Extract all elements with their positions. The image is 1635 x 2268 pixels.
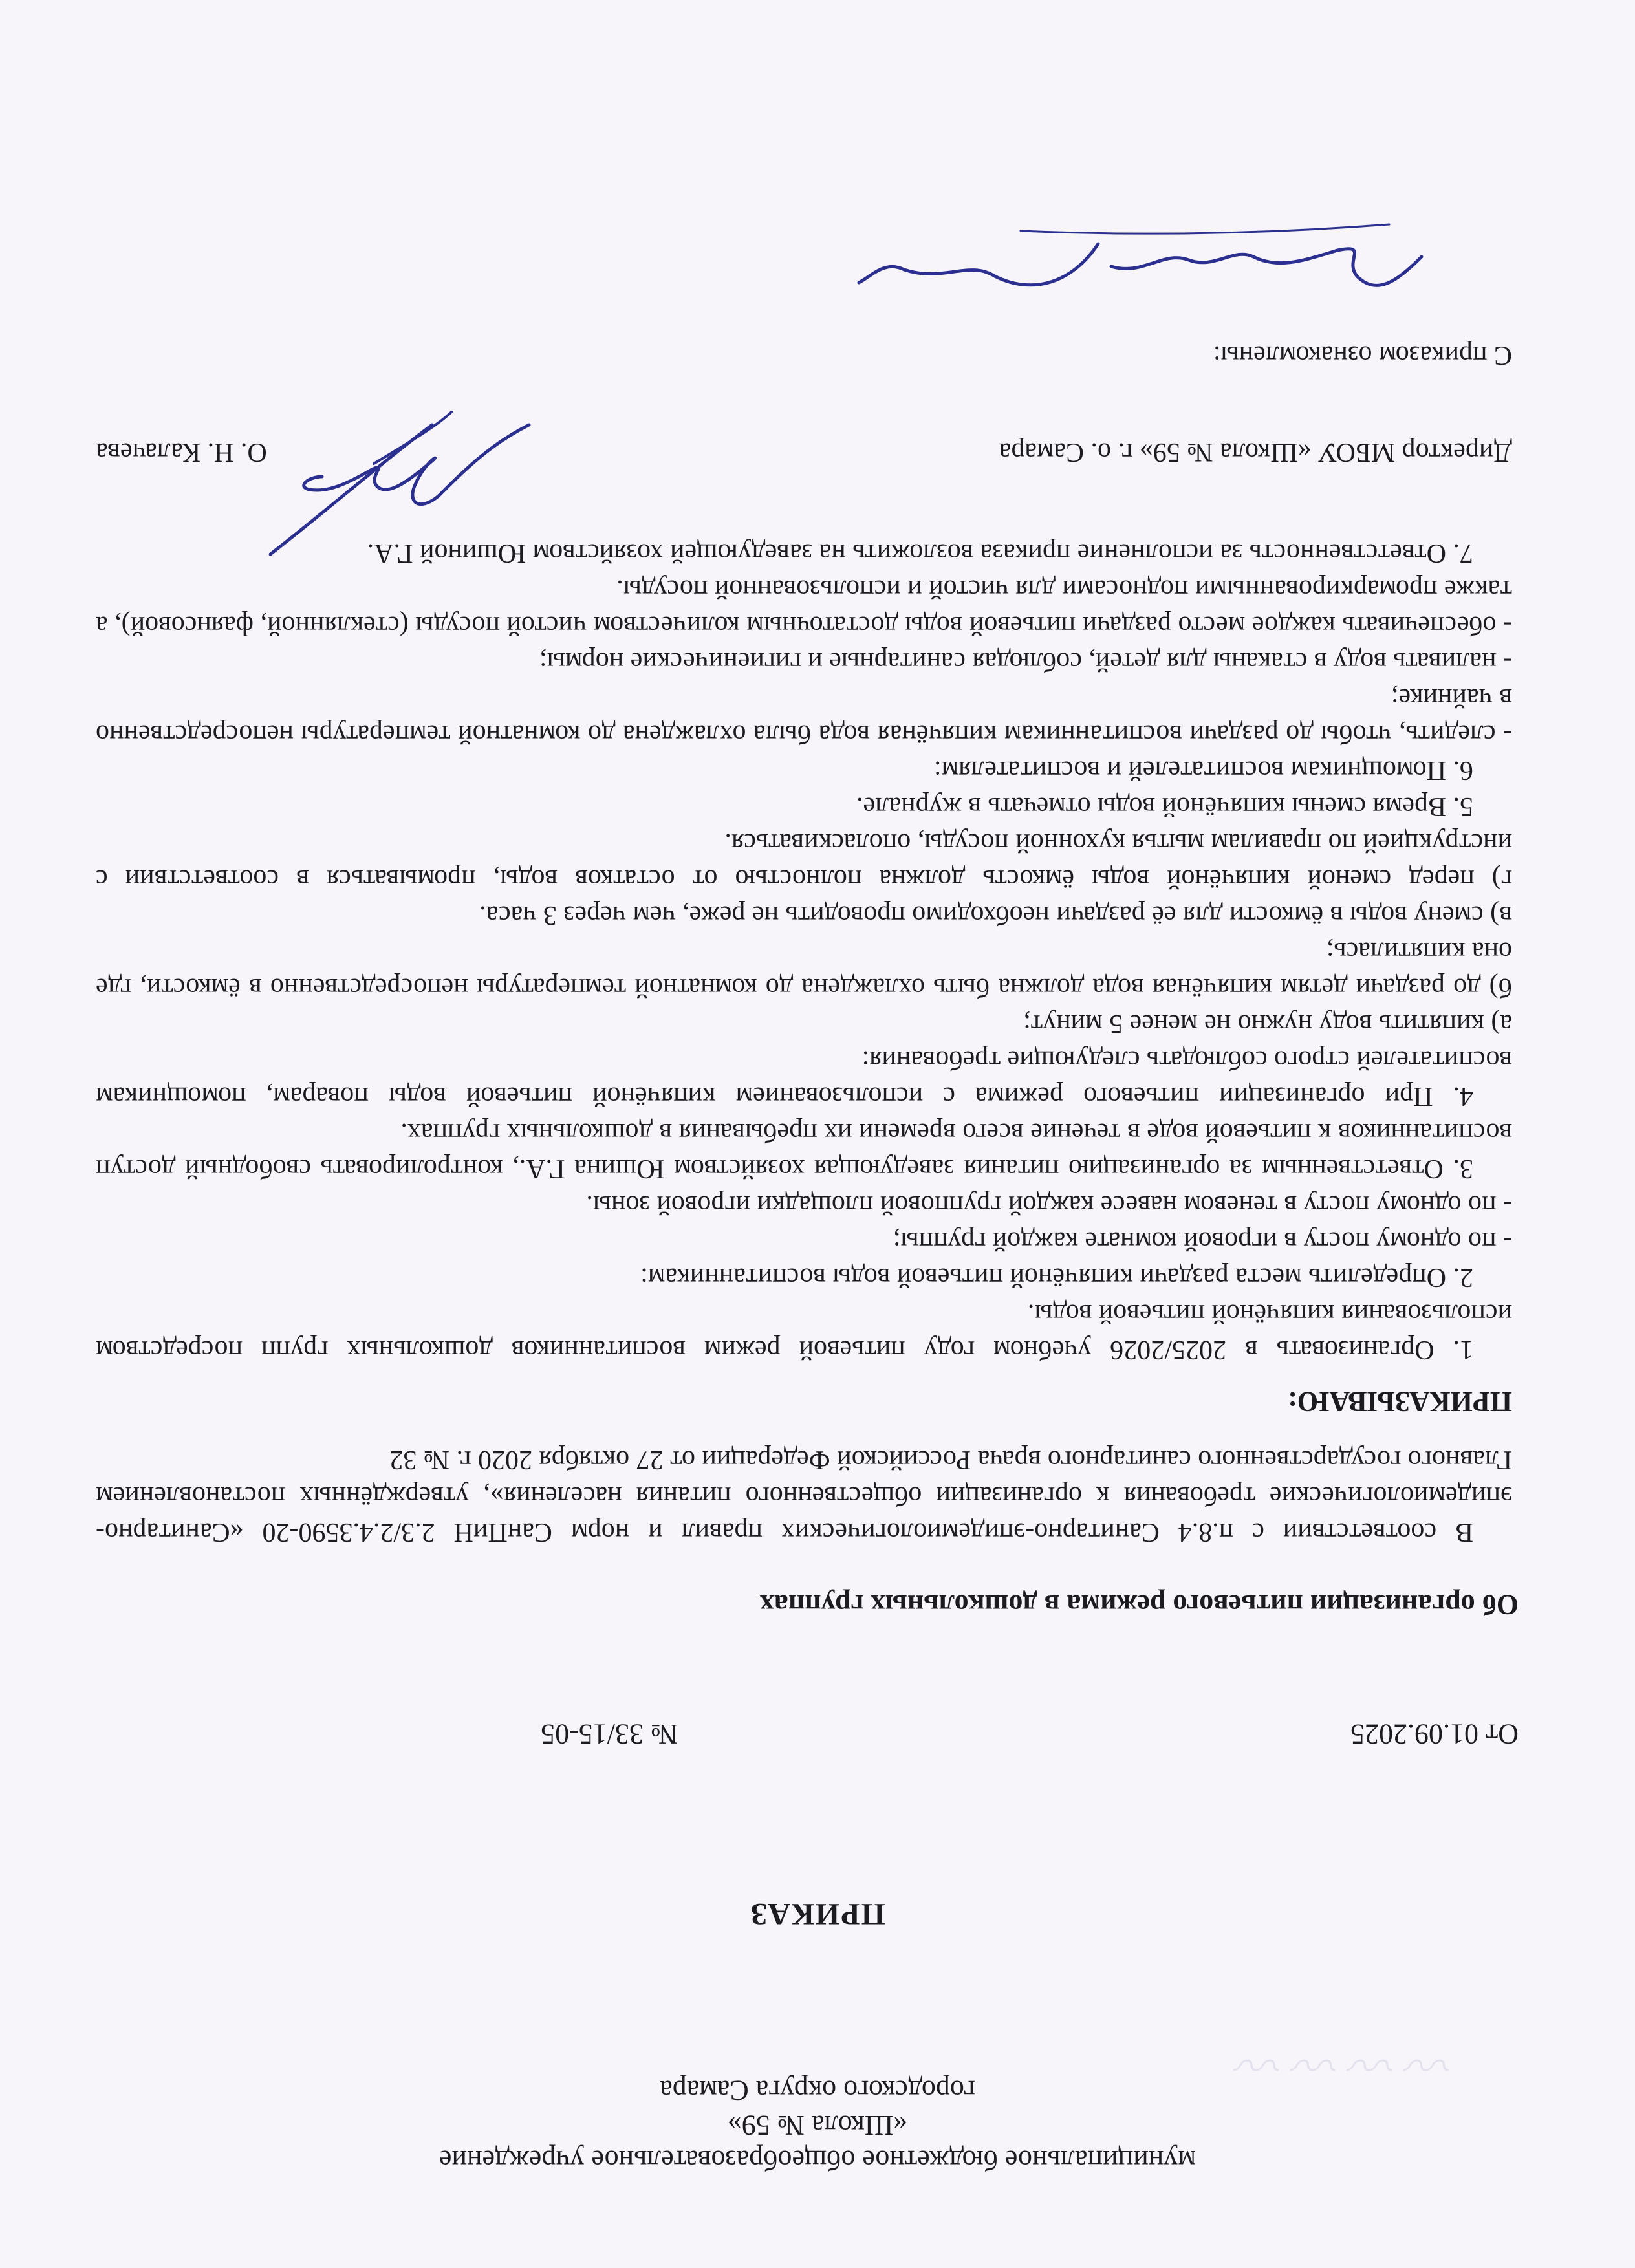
item-2a: - по одному посту в игровой комнате каждой группы;	[893, 1226, 1512, 1256]
org-line-3: городского округа Самара	[660, 2075, 975, 2106]
item-5: 5. Время смены кипячёной воды отмечать в журнале.	[856, 792, 1473, 821]
item-7: 7. Ответственность за исполнение приказа возложить на заведующей хозяйством Юшиной Г.А.	[367, 538, 1473, 568]
item-6c: - обеспечивать каждое место раздачи питьевой воды достаточным количеством чистой посуды (стеклянной, фаянсовой), а также промаркированными подносами для чистой и использованной посуды.	[96, 574, 1512, 640]
item-6b: - наливать воду в стаканы для детей, соблюдая санитарные и гигиенические нормы;	[539, 647, 1512, 676]
acquaintance-block	[96, 205, 1512, 373]
signature-block	[96, 373, 1512, 496]
item-4b: б) до раздачи детям кипячёная вода должна быть охлаждена до комнатной температуры непосредственно в ёмкости, где она кипятилась;	[96, 936, 1512, 1002]
item-1: 1. Организовать в 2025/2026 учебном году питьевой режим воспитанников дошкольных групп посредством использования кипячёной питьевой воды.	[96, 1299, 1512, 1365]
item-2b: - по одному посту в теневом навесе каждой групповой площадки игровой зоны.	[586, 1190, 1512, 1220]
director-position: Директор МБОУ «Школа № 59» г. о. Самара	[999, 437, 1512, 467]
preamble: В соответствии с п.8.4 Санитарно-эпидемиологических правил и норм СанПиН 2.3/2.4.3590-20 «Санитарно-эпидемиологические требования к организации общественного питания населения», утверждённых постановлением Главного государственного санитарного врача Российской Федерации от 27 октября 2020 г. № 32	[96, 1445, 1512, 1547]
director-name: О. Н. Калачева	[96, 437, 267, 467]
item-3: 3. Ответственным за организацию питания заведующая хозяйством Юшина Г.А., контролировать свободный доступ воспитанников к питьевой воде в течение всего времени их пребывания в дошкольных группах.	[96, 1118, 1512, 1183]
org-line-1: муниципальное бюджетное общеобразовательное учреждение	[439, 2144, 1196, 2176]
bleed-through-marks: 〰 〰 〰 〰	[1239, 2038, 1454, 2088]
director-signature	[206, 380, 542, 574]
item-4d: г) перед сменой кипячёной воды ёмкость должна полностью от остатков воды, промываться в соответствии с инструкцией по правилам мытья кухонной посуды, ополаскиваться.	[96, 828, 1512, 894]
item-4: 4. При организации питьевого режима с использованием кипячёной питьевой воды поварам, помощникам воспитателей строго соблюдать следующие требования:	[96, 1045, 1512, 1111]
acquaintance-signatures	[852, 211, 1435, 321]
order-word: ПРИКАЗЫВАЮ:	[1288, 1386, 1512, 1418]
item-4a: а) кипятить воду нужно не менее 5 минут;	[1023, 1009, 1512, 1039]
acquainted-label: С приказом ознакомлены:	[1213, 340, 1512, 370]
item-4c: в) смену воды в ёмкости для её раздачи необходимо проводить не реже, чем через 3 часа.	[479, 900, 1512, 930]
order-number: № 33/15-05	[541, 1718, 678, 1750]
order-body	[96, 205, 1512, 1550]
org-line-2: «Школа № 59»	[727, 2110, 908, 2141]
document-title: ПРИКАЗ	[750, 1897, 885, 1931]
order-subject: Об организации питьевого режима в дошкольных группах	[759, 1589, 1519, 1621]
item-6a: - следить, чтобы до раздачи воспитанникам кипячёная вода была охлаждена до комнатной температуры непосредственно в чайнике;	[96, 683, 1512, 749]
item-6: 6. Помощникам воспитателей и воспитателям:	[933, 755, 1473, 785]
order-date: От 01.09.2025	[1350, 1718, 1519, 1750]
item-2: 2. Определить места раздачи кипячёной питьевой воды воспитанникам:	[640, 1262, 1473, 1292]
